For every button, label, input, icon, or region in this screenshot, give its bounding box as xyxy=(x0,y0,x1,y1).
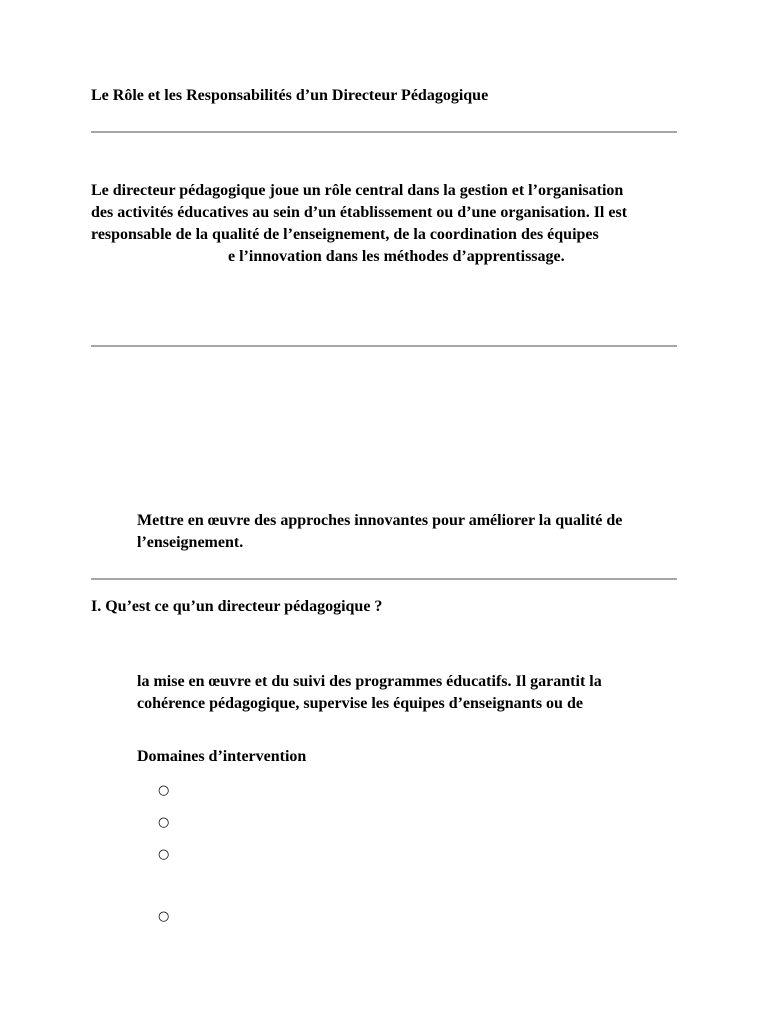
indented-line: Mettre en œuvre des approches innovantes pour améliorer la qualité de xyxy=(137,512,623,529)
hollow-bullet-icon: ○ xyxy=(158,847,170,862)
hollow-bullet-icon: ○ xyxy=(158,815,170,830)
section-heading: I. Qu’est ce qu’un directeur pédagogique ? xyxy=(91,598,383,615)
intro-line: Le directeur pédagogique joue un rôle central dans la gestion et l’organisation xyxy=(91,182,624,199)
page-title: Le Rôle et les Responsabilités d’un Directeur Pédagogique xyxy=(91,87,489,104)
intro-line: responsable de la qualité de l’enseignement, de la coordination des équipes xyxy=(91,226,599,243)
indented-paragraph xyxy=(137,510,682,554)
horizontal-divider xyxy=(91,345,677,347)
intro-line: des activités éducatives au sein d’un établissement ou d’une organisation. Il est xyxy=(91,204,628,221)
subheading: Domaines d’intervention xyxy=(137,748,307,765)
horizontal-divider xyxy=(91,131,677,133)
definition-paragraph xyxy=(137,671,682,715)
intro-paragraph xyxy=(91,180,681,268)
hollow-bullet-icon: ○ xyxy=(158,909,170,924)
indented-line: l’enseignement. xyxy=(137,534,244,551)
horizontal-divider xyxy=(91,578,677,580)
definition-line: cohérence pédagogique, supervise les équipes d’enseignants ou de xyxy=(137,695,583,712)
hollow-bullet-icon: ○ xyxy=(158,783,170,798)
intro-line: e l’innovation dans les méthodes d’apprentissage. xyxy=(228,248,565,265)
definition-line: la mise en œuvre et du suivi des programmes éducatifs. Il garantit la xyxy=(137,673,602,690)
